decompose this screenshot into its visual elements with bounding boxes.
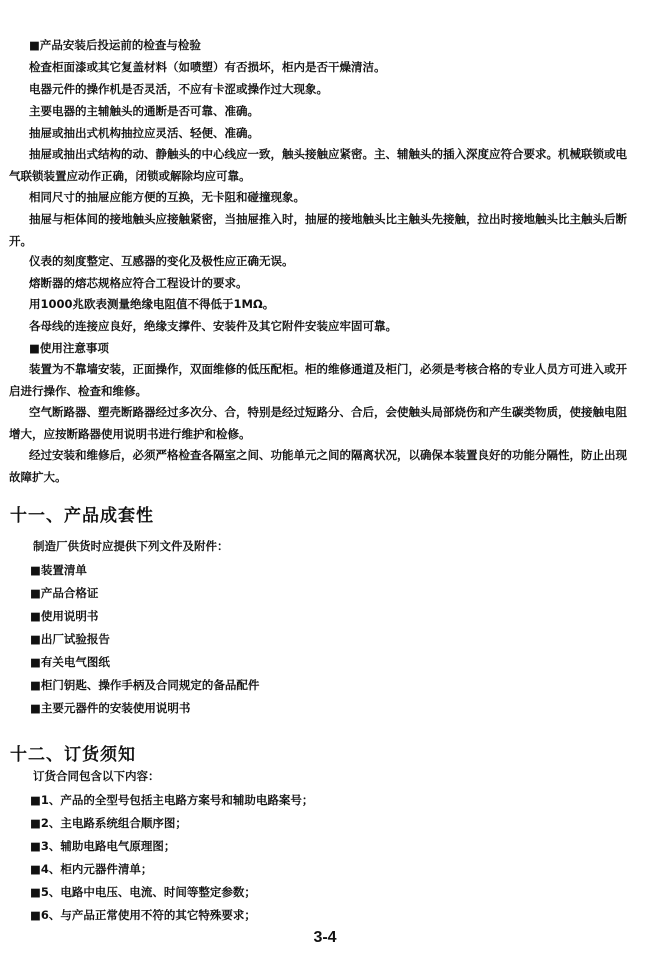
paragraph: 经过安装和维修后，必须严格检查各隔室之间、功能单元之间的隔离状况，以确保本装置良好的功能分隔性，防止出现故障扩大。 xyxy=(9,448,627,484)
paragraph: 熔断器的熔芯规格应符合工程设计的要求。 xyxy=(29,276,248,290)
paragraph: 空气断路器、塑壳断路器经过多次分、合，特别是经过短路分、合后，会使触头局部烧伤和产生碳类物质，使接触电阻增大，应按断路器使用说明书进行维护和检修。 xyxy=(9,405,627,441)
section-intro: 订货合同包含以下内容： xyxy=(33,769,160,783)
paragraph: 各母线的连接应良好，绝缘支撑件、安装件及其它附件安装应牢固可靠。 xyxy=(29,319,397,333)
paragraph: 抽屉或抽出式机构抽拉应灵活、轻便、准确。 xyxy=(29,126,259,140)
paragraph: 主要电器的主辅触头的通断是否可靠、准确。 xyxy=(29,104,259,118)
list-item: ■5、电路中电压、电流、时间等整定参数； xyxy=(30,885,256,899)
list-item: ■4、柜内元器件清单； xyxy=(30,862,153,876)
list-item: ■3、辅助电路电气原理图； xyxy=(30,839,176,853)
subheading-usage-notes: ■使用注意事项 xyxy=(29,341,109,355)
paragraph: 抽屉或抽出式结构的动、静触头的中心线应一致，触头接触应紧密。主、辅触头的插入深度应符合要求。机械联锁或电气联锁装置应动作正确，闭锁或解除均应可靠。 xyxy=(9,147,627,183)
paragraph: 抽屉与柜体间的接地触头应接触紧密，当抽屉推入时，抽屉的接地触头比主触头先接触，拉出时接地触头比主触头后断开。 xyxy=(9,212,627,248)
paragraph: 用1000兆欧表测量绝缘电阻值不得低于1MΩ。 xyxy=(29,297,275,311)
list-item: ■柜门钥匙、操作手柄及合同规定的备品配件 xyxy=(30,678,260,692)
section-title-completeness: 十一、产品成套性 xyxy=(10,506,154,526)
list-item: ■装置清单 xyxy=(30,563,87,577)
paragraph: 检查柜面漆或其它复盖材料（如喷塑）有否损坏，柜内是否干燥清洁。 xyxy=(29,60,386,74)
paragraph: 仪表的刻度整定、互感器的变化及极性应正确无误。 xyxy=(29,254,294,268)
paragraph: 相同尺寸的抽屉应能方便的互换，无卡阻和碰撞现象。 xyxy=(29,190,305,204)
list-item: ■1、产品的全型号包括主电路方案号和辅助电路案号； xyxy=(30,793,314,807)
list-item: ■主要元器件的安装使用说明书 xyxy=(30,701,191,715)
list-item: ■有关电气图纸 xyxy=(30,655,110,669)
paragraph: 装置为不靠墙安装，正面操作，双面维修的低压配柜。柜的维修通道及柜门，必须是考核合格的专业人员方可进入或开启进行操作、检查和维修。 xyxy=(9,362,627,398)
paragraph: 电器元件的操作机是否灵活，不应有卡涩或操作过大现象。 xyxy=(29,82,328,96)
page-number: 3-4 xyxy=(313,929,337,946)
list-item: ■使用说明书 xyxy=(30,609,99,623)
section-intro: 制造厂供货时应提供下列文件及附件： xyxy=(33,539,229,553)
section-title-ordering: 十二、订货须知 xyxy=(10,745,136,765)
list-item: ■出厂试验报告 xyxy=(30,632,110,646)
subheading-inspection: ■产品安装后投运前的检查与检验 xyxy=(29,38,201,52)
list-item: ■6、与产品正常使用不符的其它特殊要求； xyxy=(30,908,256,922)
list-item: ■产品合格证 xyxy=(30,586,99,600)
list-item: ■2、主电路系统组合顺序图； xyxy=(30,816,187,830)
